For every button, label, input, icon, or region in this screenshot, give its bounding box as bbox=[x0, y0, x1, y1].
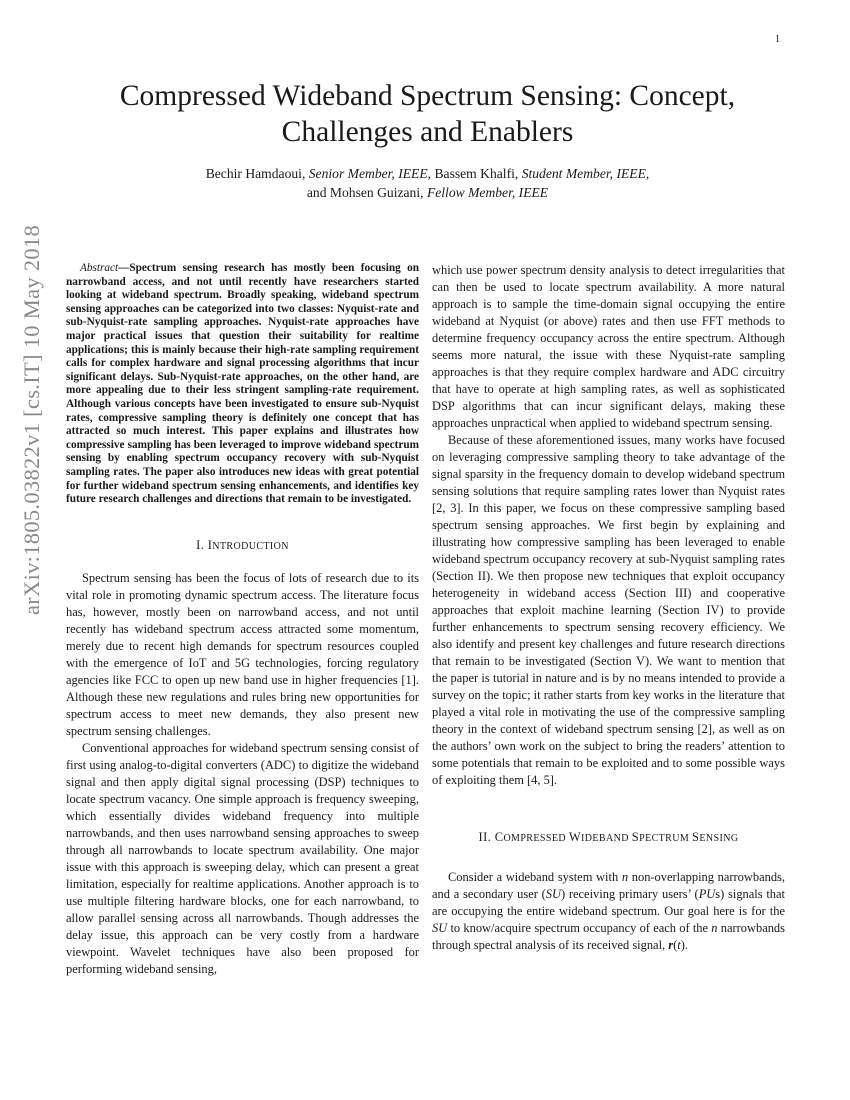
intro-paragraph-2: Conventional approaches for wideband spectrum sensing consist of first using analog-to-digital converters (ADC) to digitize the wideband signal and then apply digital signal processing (DSP) techniques to locate spectrum vacancy. One simple approach is frequency sweeping, which essentially divides wideband frequency into multiple narrowbands, and then uses narrowband sensing approaches to sweep through all narrowbands to locate spectrum availability. One major issue with this approach is sweeping delay, which can present a great limitation, especially for realtime applications. Another approach is to use multiple filtering hardware blocks, one for each narrowband, to allow parallel sensing across all narrowbands. Though addresses the delay issue, this approach can be very costly from a hardware viewpoint. Wavelet techniques have also been proposed for performing wideband sensing, bbox=[66, 740, 419, 976]
math-symbol: n bbox=[711, 921, 718, 935]
abstract-text: —Spectrum sensing research has mostly been focusing on narrowband access, and not until recently have researchers started looking at wideband spectrum. Broadly speaking, wideband spectrum sensing approaches can be categorized into two classes: Nyquist-rate and sub-Nyquist-rate sampling approaches. Nyquist-rate approaches have major practical issues that question their suitability for realtime applications; this is mainly because their high-rate sampling requirement calls for complex hardware and signal processing algorithms that incur significant delays. Sub-Nyquist-rate approaches, on the other hand, are more appealing due to their less stringent sampling-rate requirement. Although various concepts have been investigated to ensure sub-Nyquist rates, compressive sampling theory is definitely one concept that has attracted so much interest. This paper explains and illustrates how compressive sampling has been leveraged to improve wideband spectrum sensing by enabling spectrum occupancy recovery with sub-Nyquist sampling rates. The paper also introduces new ideas with great potential for further wideband spectrum sensing enhancements, and identifies key future research challenges and directions that remain to be investigated. bbox=[66, 262, 419, 506]
section-title-part: PECTRUM bbox=[639, 833, 693, 844]
title-line-1: Compressed Wideband Spectrum Sensing: Concept, bbox=[119, 80, 736, 112]
section-heading-introduction bbox=[66, 537, 419, 555]
text-run: ( bbox=[673, 938, 678, 952]
math-symbol: SU bbox=[545, 887, 561, 901]
author-2-role: Student Member, IEEE bbox=[521, 166, 646, 181]
text-run: to know/acquire spectrum occupancy of each of the bbox=[447, 921, 712, 935]
section-title-part: ENSING bbox=[699, 833, 739, 844]
section-title-part: S bbox=[692, 830, 700, 844]
section-numeral: I. I bbox=[196, 537, 213, 552]
title-line-2: Challenges and Enablers bbox=[281, 116, 574, 148]
section-title-part: IDEBAND bbox=[581, 833, 632, 844]
text-run: ). bbox=[680, 938, 688, 952]
left-column bbox=[66, 262, 419, 978]
author-separator: , Bassem Khalfi, bbox=[427, 166, 522, 181]
section-title-part: W bbox=[568, 830, 582, 844]
author-3-name: and Mohsen Guizani, bbox=[306, 185, 427, 200]
math-symbol: SU bbox=[432, 921, 448, 935]
math-symbol: n bbox=[621, 870, 629, 884]
author-1-name: Bechir Hamdaoui, bbox=[205, 166, 309, 181]
section2-paragraph-1 bbox=[432, 869, 785, 954]
paper-title bbox=[60, 78, 795, 150]
author-3-role: Fellow Member, IEEE bbox=[426, 185, 549, 200]
author-1-role: Senior Member, IEEE bbox=[308, 166, 428, 181]
text-run: non-overlapping narrowbands, and a secondary user ( bbox=[432, 870, 785, 901]
section-heading-compressed-sensing bbox=[432, 829, 785, 847]
text-run: Consider a wideband system with bbox=[448, 870, 622, 884]
math-symbol: r bbox=[668, 938, 674, 952]
text-run: narrowbands through spectral analysis of its received signal, bbox=[432, 921, 785, 952]
section-numeral: II. C bbox=[478, 830, 504, 844]
text-run: s) signals that are occupying the entire wideband spectrum. Our goal here is for the bbox=[432, 887, 785, 918]
section-title: NTRODUCTION bbox=[212, 540, 289, 552]
section-title-part: OMPRESSED bbox=[503, 833, 569, 844]
abstract-label: Abstract bbox=[80, 262, 119, 274]
text-run: ) receiving primary users’ ( bbox=[560, 887, 699, 901]
math-symbol: PU bbox=[698, 887, 716, 901]
page-number: 1 bbox=[775, 34, 780, 45]
author-list bbox=[60, 164, 795, 202]
section-title-part: S bbox=[631, 830, 640, 844]
arxiv-identifier: arXiv:1805.03822v1 [cs.IT] 10 May 2018 bbox=[19, 224, 44, 616]
intro-paragraph-2-continued: which use power spectrum density analysis to detect irregularities that can then be used to locate spectrum availability. A more natural approach is to sample the time-domain signal occupying the entire wideband at Nyquist (or above) rates and then use FFT methods to determine frequency occupancy across the entire spectrum. Although seems more natural, the issue with these Nyquist-rate sampling approaches is that they require complex hardware and ADC circuitry that have to operate at high sampling rates, as well as sophisticated DSP algorithms that can incur significant delays, making these approaches unpractical when applied to wideband spectrum sensing. bbox=[432, 263, 785, 430]
right-column bbox=[432, 262, 785, 954]
abstract bbox=[66, 262, 419, 507]
intro-paragraph-1: Spectrum sensing has been the focus of lots of research due to its vital role in promoting dynamic spectrum access. The literature focus has, however, mostly been on narrowband access, and not until recently has wideband spectrum access attracted some momentum, merely due to recent high demands for spectrum resources coupled with the emergence of IoT and 5G technologies, forcing regulatory agencies like FCC to open up new band use in higher frequencies [1]. Although these new regulations and rules bring new opportunities for spectrum access to meet new demands, they also present new spectrum sensing challenges. bbox=[66, 570, 419, 738]
math-symbol: t bbox=[677, 938, 681, 952]
intro-paragraph-3: Because of these aforementioned issues, many works have focused on leveraging compressive sampling theory to take advantage of the signal sparsity in the frequency domain to develop wideband spectrum sensing solutions that require sampling rates lower than Nyquist rates [2, 3]. In this paper, we focus on these compressive sampling based spectrum sensing approaches. We first begin by explaining and illustrating how compressive sampling has been leveraged to enable wideband spectrum occupancy recovery at sub-Nyquist sampling rates (Section II). We then propose new techniques that exploit occupancy heterogeneity in wideband access (Section III) and cooperative approaches that exploit machine learning (Section IV) to provide further enhancements to spectrum sensing recovery efficiency. We also identify and present key challenges and future research directions that remain to be investigated (Section V). We want to mention that the paper is tutorial in nature and is by no means intended to provide a survey on the topic; it rather starts from key works in the literature that played a vital role in motivating the use of the compressive sampling theory in the context of wideband spectrum sensing [2], as well as on the authors’ own work on the subject to bring the readers’ attention to some potentials that remain to be exploited and to some possible ways of exploiting them [4, 5]. bbox=[432, 433, 785, 787]
author-separator: , bbox=[645, 166, 650, 181]
